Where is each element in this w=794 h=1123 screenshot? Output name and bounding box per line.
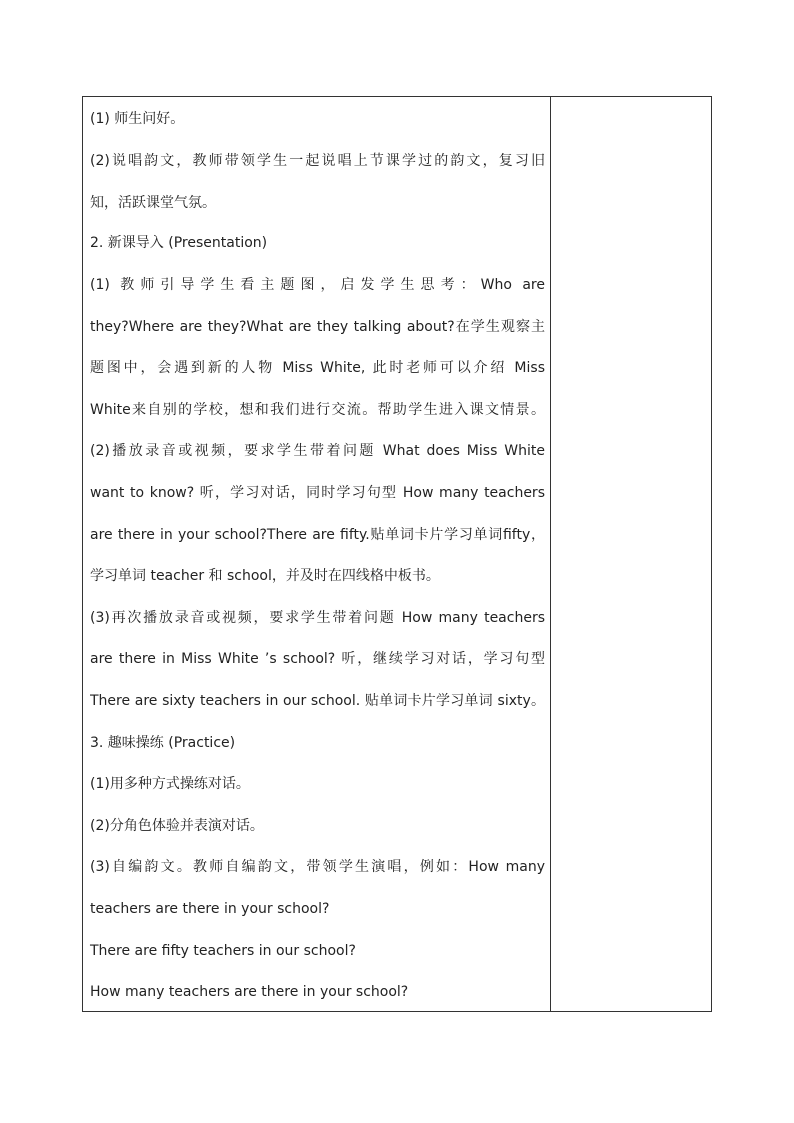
text-line: they?Where are they?What are they talking about?在学生观察主: [90, 319, 545, 335]
text-line: are there in Miss White ’s school? 听，继续学习对话，学习句型: [90, 651, 545, 667]
text-line: How many teachers are there in your school?: [90, 984, 409, 1000]
text-line: want to know? 听，学习对话，同时学习句型 How many teachers: [90, 485, 545, 501]
text-line: (3)再次播放录音或视频，要求学生带着问题 How many teachers: [90, 610, 545, 626]
section-heading: 2. 新课导入 (Presentation): [90, 235, 268, 251]
text-line: (1) 教师引导学生看主题图，启发学生思考：Who are: [90, 277, 545, 293]
text-line: (1)用多种方式操练对话。: [90, 776, 250, 792]
lesson-table: [82, 96, 712, 1012]
text-line: White来自别的学校，想和我们进行交流。帮助学生进入课文情景。: [90, 402, 545, 418]
text-line: are there in your school?There are fifty.贴单词卡片学习单词fifty，: [90, 527, 545, 543]
text-line: There are fifty teachers in our school?: [90, 943, 356, 959]
text-line: teachers are there in your school?: [90, 901, 330, 917]
section-heading: 3. 趣味操练 (Practice): [90, 735, 236, 751]
text-line: 题图中，会遇到新的人物 Miss White, 此时老师可以介绍 Miss: [90, 360, 545, 376]
text-line: There are sixty teachers in our school. 贴单词卡片学习单词 sixty。: [90, 693, 545, 709]
text-line: (2)播放录音或视频，要求学生带着问题 What does Miss White: [90, 443, 545, 459]
text-line: 知，活跃课堂气氛。: [90, 195, 216, 211]
text-line: (2)分角色体验并表演对话。: [90, 818, 264, 834]
text-line: 学习单词 teacher 和 school，并及时在四线格中板书。: [90, 568, 440, 584]
text-line: (2)说唱韵文，教师带领学生一起说唱上节课学过的韵文，复习旧: [90, 153, 545, 169]
text-line: (1) 师生问好。: [90, 111, 185, 127]
notes-cell: [551, 97, 711, 1011]
text-line: (3)自编韵文。教师自编韵文，带领学生演唱，例如：How many: [90, 859, 545, 875]
content-cell: [83, 97, 551, 1011]
